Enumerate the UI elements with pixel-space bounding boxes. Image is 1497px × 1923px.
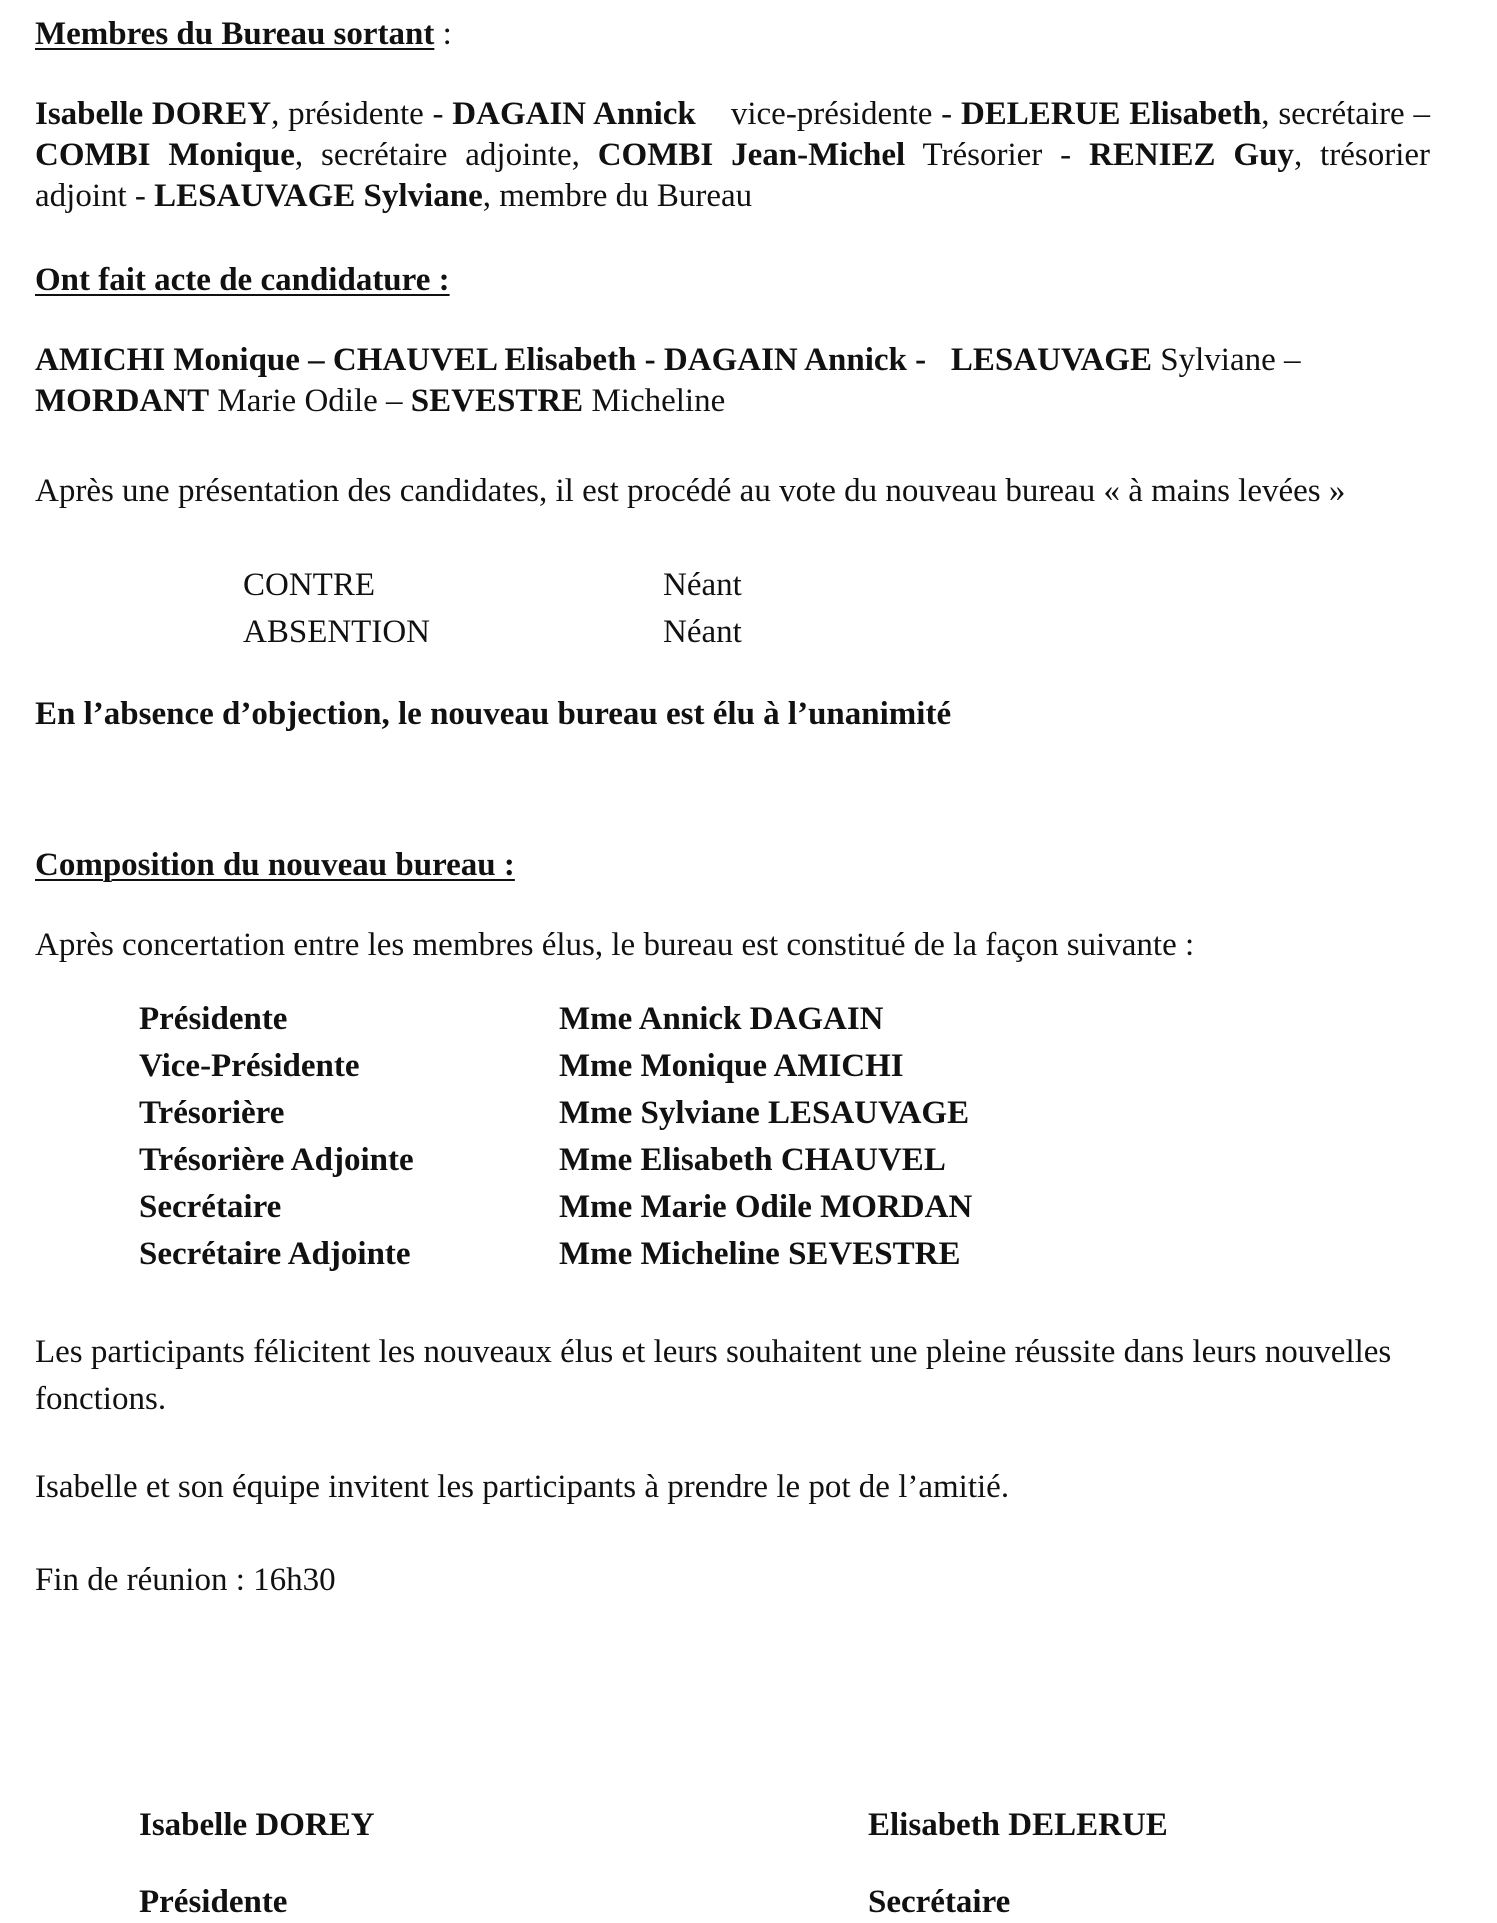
candidate-name-part: Micheline	[583, 383, 726, 419]
candidate-names: AMICHI Monique – CHAUVEL Elisabeth - DAGAIN Annick - LESAUVAGE	[35, 342, 1152, 378]
member-name: Mme Micheline SEVESTRE	[559, 1236, 961, 1272]
signature-left-name: Isabelle DOREY	[139, 1807, 375, 1843]
member-name: COMBI Monique	[35, 137, 295, 173]
invitation-paragraph: Isabelle et son équipe invitent les participants à prendre le pot de l’amitié.	[35, 1469, 1010, 1505]
signature-right-title: Secrétaire	[868, 1884, 1011, 1920]
outgoing-heading-text: Membres du Bureau sortant	[35, 16, 435, 52]
composition-heading: Composition du nouveau bureau :	[35, 847, 515, 883]
vote-result: En l’absence d’objection, le nouveau bureau est élu à l’unanimité	[35, 696, 952, 732]
congratulations-paragraph: Les participants félicitent les nouveaux élus et leurs souhaitent une pleine réussite dans leurs nouvelles fonctions.	[35, 1334, 1392, 1417]
signature-right-name: Elisabeth DELERUE	[868, 1807, 1168, 1843]
member-name: Mme Marie Odile MORDAN	[559, 1189, 973, 1225]
vote-label: CONTRE	[243, 567, 375, 603]
candidate-name: MORDANT	[35, 383, 210, 419]
role-label: Trésorière	[139, 1095, 285, 1131]
member-role: , membre du Bureau	[482, 178, 753, 214]
role-label: Secrétaire	[139, 1189, 282, 1225]
member-role: , présidente -	[271, 96, 453, 132]
vote-value: Néant	[663, 614, 742, 650]
vote-value: Néant	[663, 567, 742, 603]
member-name: LESAUVAGE Sylviane	[154, 178, 483, 214]
member-role: , trésorier adjoint -	[35, 137, 1430, 214]
member-name: Mme Sylviane LESAUVAGE	[559, 1095, 970, 1131]
member-name: Mme Monique AMICHI	[559, 1048, 904, 1084]
outgoing-members-paragraph	[35, 94, 1430, 217]
composition-row	[139, 1090, 972, 1137]
composition-row	[139, 1137, 972, 1184]
candidate-name: SEVESTRE	[410, 383, 584, 419]
composition-intro: Après concertation entre les membres élus, le bureau est constitué de la façon suivante :	[35, 927, 1195, 963]
vote-intro: Après une présentation des candidates, il est procédé au vote du nouveau bureau « à mains levées »	[35, 473, 1346, 509]
role-label: Secrétaire Adjointe	[139, 1236, 411, 1272]
role-label: Trésorière Adjointe	[139, 1142, 414, 1178]
end-of-meeting: Fin de réunion : 16h30	[35, 1562, 336, 1598]
candidate-name-part: Marie Odile –	[209, 383, 411, 419]
role-label: Présidente	[139, 1001, 288, 1037]
composition-row	[139, 1043, 972, 1090]
member-name: DAGAIN Annick	[452, 96, 696, 132]
outgoing-heading	[35, 14, 452, 55]
composition-row	[139, 996, 972, 1043]
composition-row	[139, 1231, 972, 1278]
member-role: vice-présidente -	[695, 96, 961, 132]
signature-left-title: Présidente	[139, 1884, 288, 1920]
role-label: Vice-Présidente	[139, 1048, 360, 1084]
member-name: Mme Elisabeth CHAUVEL	[559, 1142, 946, 1178]
vote-label: ABSENTION	[243, 614, 430, 650]
candidate-name-part: Sylviane –	[1152, 342, 1301, 378]
candidates-heading: Ont fait acte de candidature :	[35, 262, 450, 298]
member-role: , secrétaire –	[1261, 96, 1430, 132]
candidates-paragraph	[35, 340, 1435, 422]
member-name: Isabelle DOREY	[35, 96, 272, 132]
composition-table	[139, 996, 972, 1278]
member-name: DELERUE Elisabeth	[960, 96, 1262, 132]
member-name: COMBI Jean-Michel	[597, 137, 906, 173]
vote-row-absention	[243, 609, 742, 656]
member-name: Mme Annick DAGAIN	[559, 1001, 884, 1037]
outgoing-heading-suffix: :	[434, 16, 452, 52]
member-role: Trésorier -	[905, 137, 1089, 173]
member-name: RENIEZ Guy	[1089, 137, 1294, 173]
vote-row-contre	[243, 562, 742, 609]
composition-row	[139, 1184, 972, 1231]
member-role: , secrétaire adjointe,	[294, 137, 598, 173]
vote-results	[243, 562, 742, 656]
